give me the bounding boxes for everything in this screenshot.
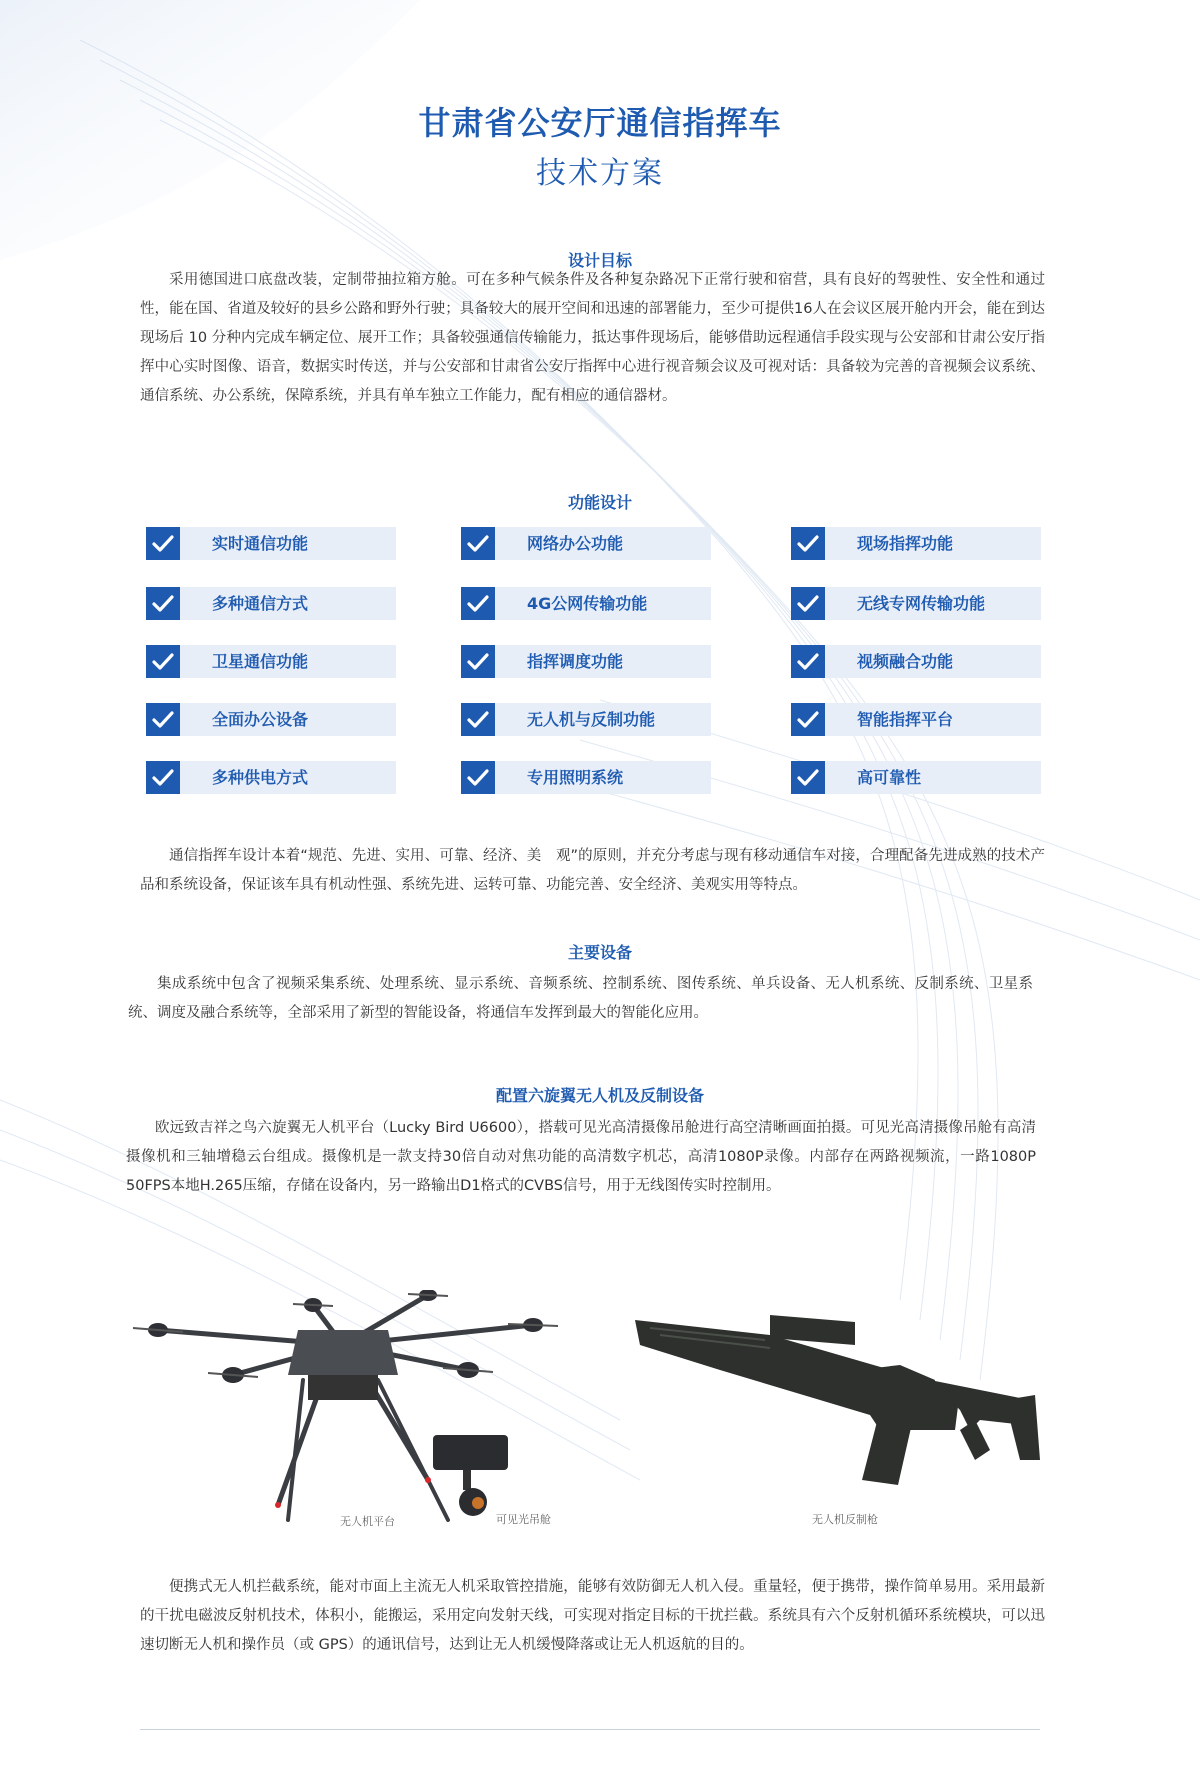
page-subtitle: 技术方案: [536, 156, 664, 191]
checkmark-icon: [146, 645, 180, 678]
feature-label: 卫星通信功能: [212, 652, 309, 671]
caption-gimbal: 可见光吊舱: [496, 1513, 551, 1526]
section-heading-drone: 配置六旋翼无人机及反制设备: [495, 1086, 704, 1105]
section-heading-functions: 功能设计: [567, 493, 632, 512]
feature-item: [146, 587, 396, 620]
equipment-paragraph: 集成系统中包含了视频采集系统、处理系统、显示系统、音频系统、控制系统、图传系统、单兵设备、无人机系统、反制系统、卫星系统、调度及融合系统等，全部采用了新型的智能设备，将通信车发挥到最大的智能化应用。: [128, 976, 1033, 1021]
checkmark-icon: [146, 703, 180, 736]
checkmark-icon: [461, 587, 495, 620]
design-goal-paragraph: 采用德国进口底盘改装，定制带抽拉箱方舱。可在多种气候条件及各种复杂路况下正常行驶和宿营，具有良好的驾驶性、安全性和通过性，能在国、省道及较好的县乡公路和野外行驶；具备较大的展开空间和迅速的部署能力，至少可提供16人在会议区展开舱内开会，能在到达现场后 10 分种内完成车辆定位、展开工作；具备较强通信传输能力，抵达事件现场后，能够借助远程通信手段实现与公安部和甘肃公安厅指挥中心实时图像、语音，数据实时传送，并与公安部和甘肃省公安厅指挥中心进行视音频会议及可视对话：具备较为完善的音视频会议系统、通信系统、办公系统，保障系统，并具有单车独立工作能力，配有相应的通信器材。: [140, 272, 1045, 404]
feature-item: [461, 645, 711, 678]
feature-label: 多种供电方式: [212, 768, 309, 787]
feature-label: 无线专网传输功能: [857, 594, 986, 613]
feature-label: 专用照明系统: [527, 768, 624, 787]
feature-label: 多种通信方式: [212, 594, 309, 613]
feature-label: 全面办公设备: [212, 710, 309, 729]
jammer-gun-image: [630, 1300, 1050, 1500]
checkmark-icon: [146, 527, 180, 560]
checkmark-icon: [461, 761, 495, 794]
feature-item: [791, 645, 1041, 678]
feature-item: [461, 587, 711, 620]
checkmark-icon: [791, 703, 825, 736]
checkmark-icon: [791, 645, 825, 678]
checkmark-icon: [791, 527, 825, 560]
footer-divider: [140, 1729, 1040, 1730]
checkmark-icon: [461, 703, 495, 736]
feature-label: 指挥调度功能: [527, 652, 624, 671]
functions-summary-paragraph: 通信指挥车设计本着“规范、先进、实用、可靠、经济、美 观”的原则，并充分考虑与现有移动通信车对接，合理配备先进成熟的技术产品和系统设备，保证该车具有机动性强、系统先进、运转可靠、功能完善、安全经济、美观实用等特点。: [140, 848, 1045, 893]
checkmark-icon: [146, 761, 180, 794]
feature-label: 4G公网传输功能: [527, 594, 648, 613]
caption-drone-platform: 无人机平台: [340, 1515, 395, 1528]
feature-item: [146, 527, 396, 560]
feature-label: 现场指挥功能: [857, 534, 954, 553]
drone-platform-image: [128, 1290, 598, 1530]
feature-item: [146, 645, 396, 678]
feature-label: 视频融合功能: [857, 652, 954, 671]
feature-item: [461, 703, 711, 736]
drone-paragraph: 欧远致吉祥之鸟六旋翼无人机平台（Lucky Bird U6600），搭载可见光高清摄像吊舱进行高空清晰画面拍摄。可见光高清摄像吊舱有高清摄像机和三轴增稳云台组成。摄像机是一款支持30倍自动对焦功能的高清数字机芯，高清1080P录像。内部存在两路视频流，一路1080P 50FPS本地H.265压缩，存储在设备内，另一路输出D1格式的CVBS信号，用于无线图传实时控制用。: [126, 1120, 1036, 1194]
feature-label: 智能指挥平台: [857, 710, 954, 729]
feature-label: 高可靠性: [857, 768, 922, 787]
feature-item: [146, 703, 396, 736]
caption-jammer: 无人机反制枪: [812, 1513, 878, 1526]
feature-item: [791, 587, 1041, 620]
feature-item: [461, 761, 711, 794]
section-heading-design-goal: 设计目标: [567, 251, 632, 270]
feature-item: [791, 703, 1041, 736]
checkmark-icon: [791, 587, 825, 620]
feature-label: 无人机与反制功能: [527, 710, 656, 729]
section-heading-equipment: 主要设备: [567, 943, 632, 962]
feature-label: 实时通信功能: [212, 534, 309, 553]
feature-label: 网络办公功能: [527, 534, 624, 553]
countermeasure-paragraph: 便携式无人机拦截系统，能对市面上主流无人机采取管控措施，能够有效防御无人机入侵。重量轻，便于携带，操作简单易用。采用最新的干扰电磁波反射机技术，体积小，能搬运，采用定向发射天线，可实现对指定目标的干扰拦截。系统具有六个反射机循环系统模块，可以迅速切断无人机和操作员（或 GPS）的通讯信号，达到让无人机缓慢降落或让无人机返航的目的。: [140, 1579, 1045, 1653]
feature-item: [461, 527, 711, 560]
feature-item: [791, 527, 1041, 560]
checkmark-icon: [461, 645, 495, 678]
feature-grid: [146, 527, 1046, 807]
checkmark-icon: [146, 587, 180, 620]
feature-item: [791, 761, 1041, 794]
page-title: 甘肃省公安厅通信指挥车: [418, 104, 782, 142]
checkmark-icon: [791, 761, 825, 794]
checkmark-icon: [461, 527, 495, 560]
feature-item: [146, 761, 396, 794]
